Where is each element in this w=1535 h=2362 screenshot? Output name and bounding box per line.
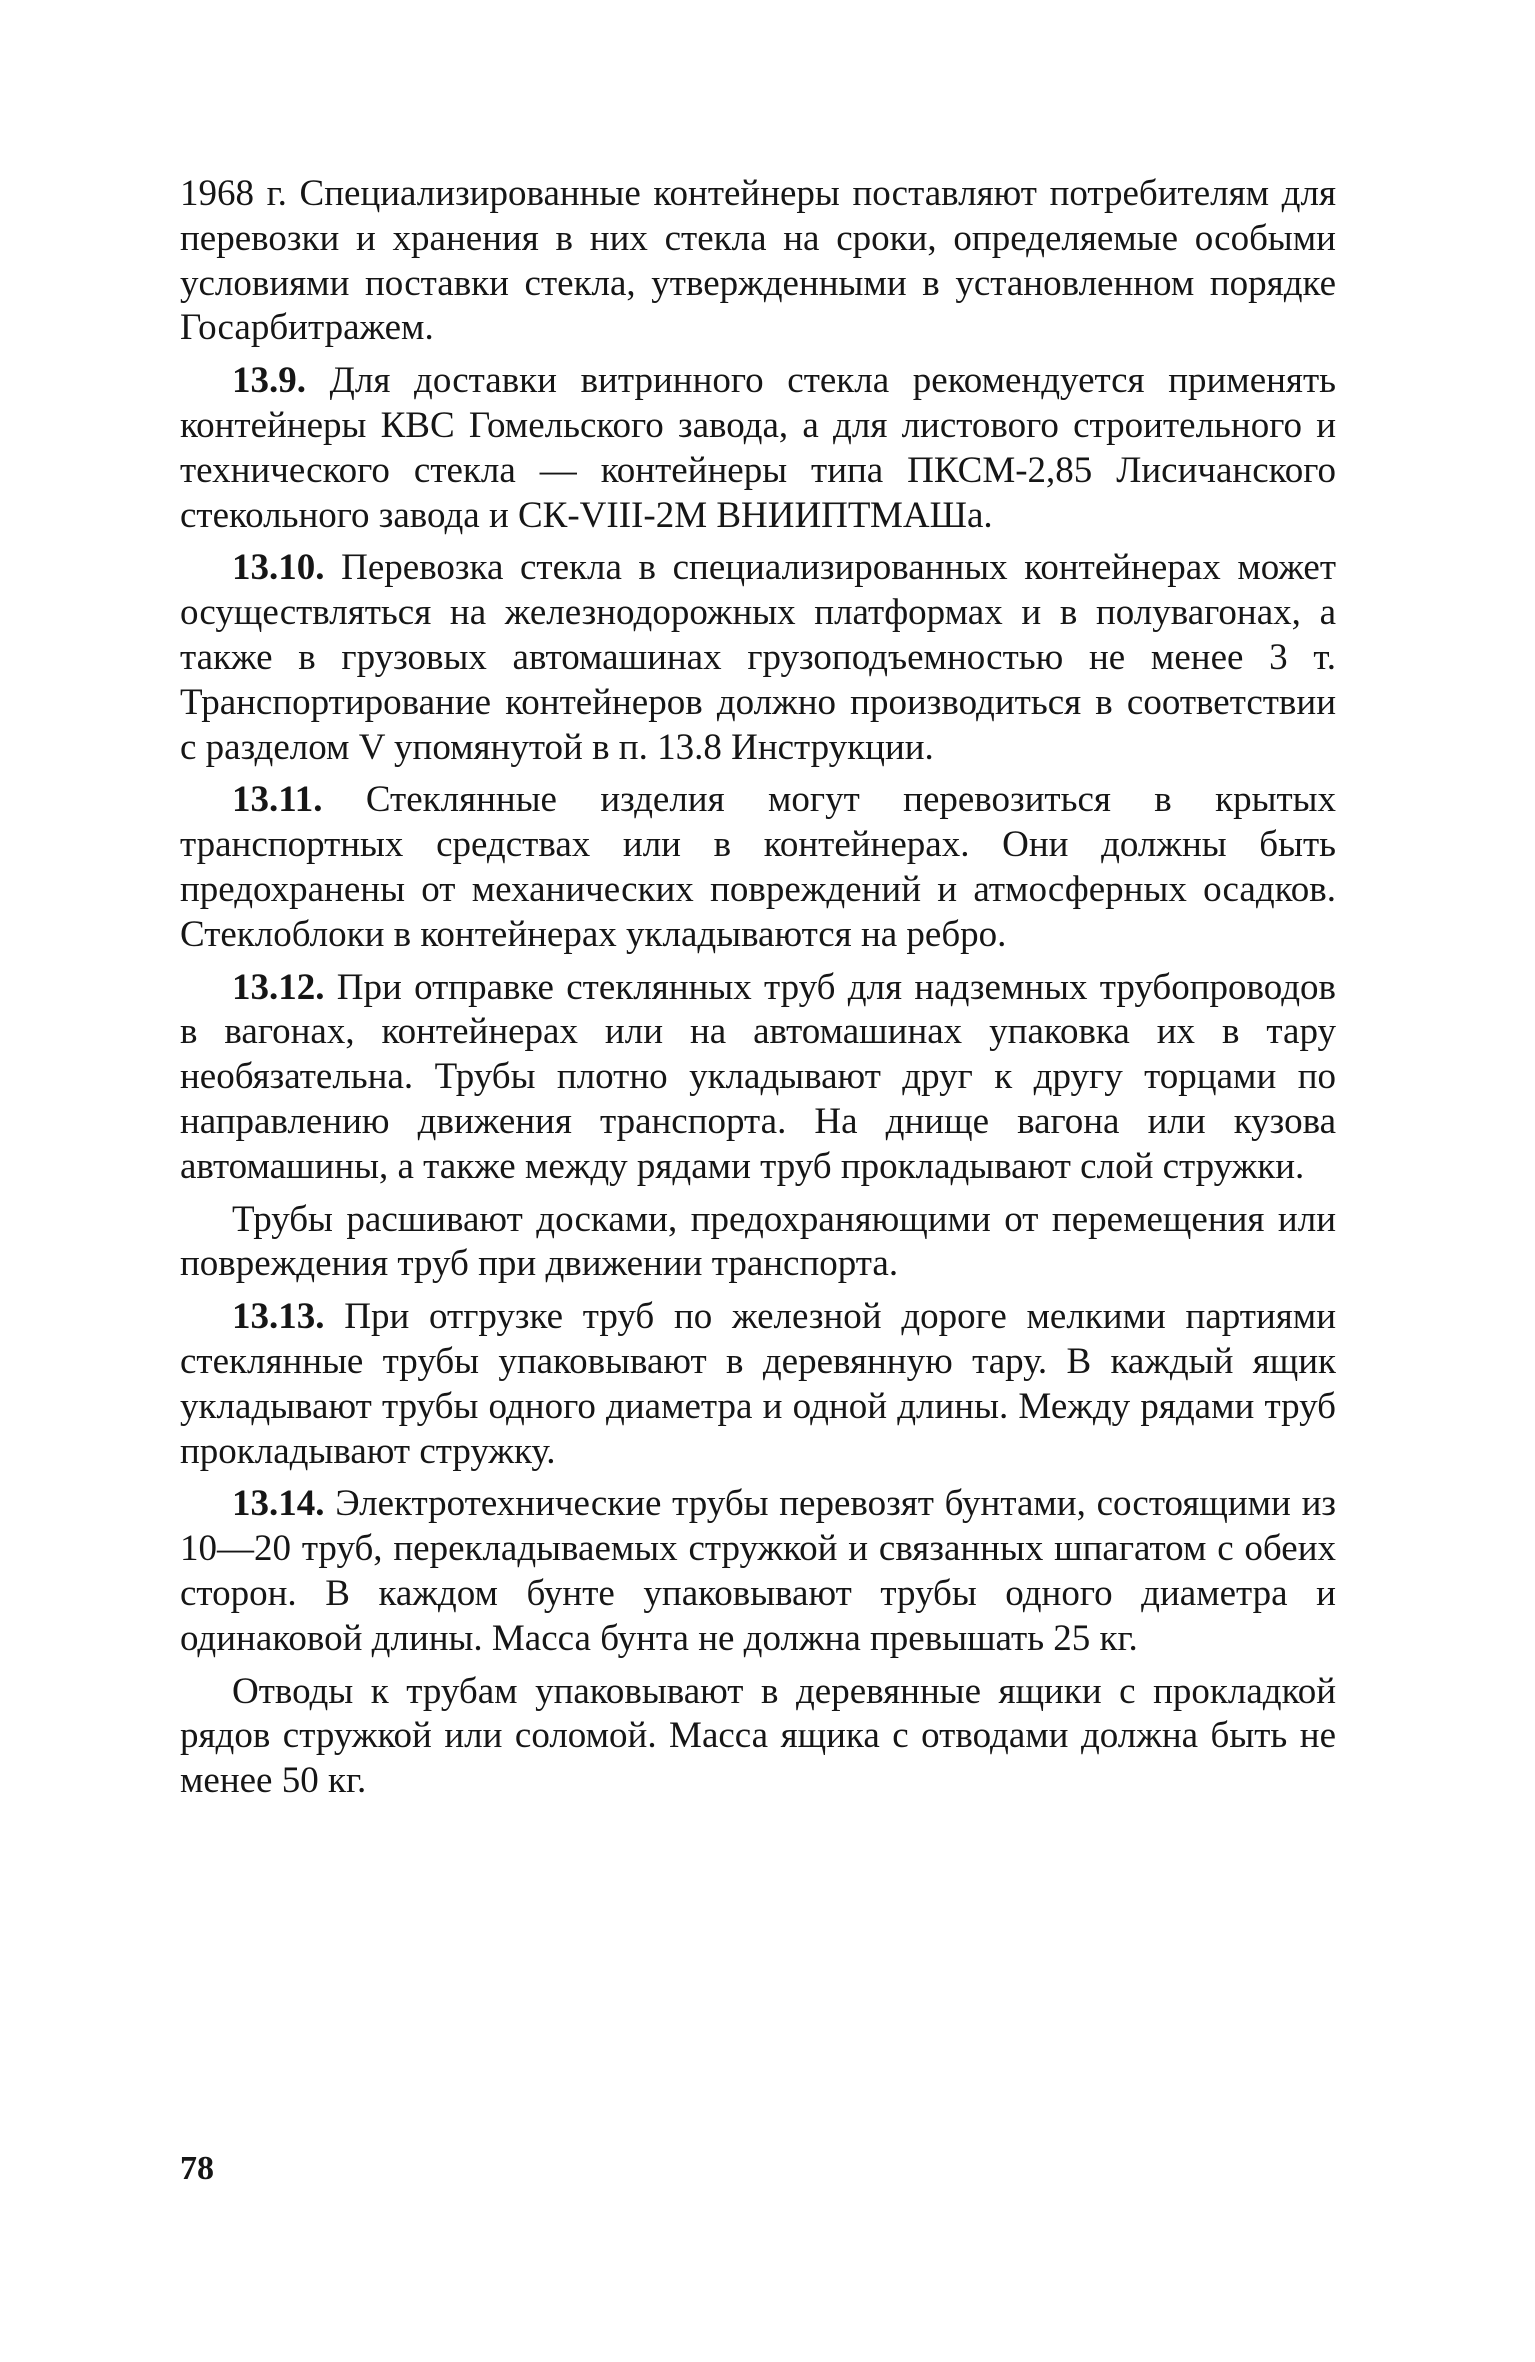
section-number: 13.9.	[232, 360, 306, 402]
paragraph-continuation	[180, 172, 1336, 351]
paragraph-13-12	[180, 966, 1336, 1190]
paragraph-pipes-boards	[180, 1198, 1336, 1288]
paragraph-text: 1968 г. Специализированные контейнеры поставляют потребителям для перевозки и хранения в них стекла на сроки, определяемые особыми условиями поставки стекла, утвержденными в установленном порядке Госарбитражем.	[180, 173, 1336, 349]
paragraph-13-13	[180, 1295, 1336, 1474]
paragraph-text: Отводы к трубам упаковывают в деревянные ящики с прокладкой рядов стружкой или соломой. Масса ящика с отводами должна быть не менее 50 кг.	[180, 1670, 1336, 1802]
body-text	[180, 172, 1336, 1804]
paragraph-13-10	[180, 546, 1336, 770]
section-number: 13.10.	[232, 547, 325, 589]
section-number: 13.13.	[232, 1296, 325, 1338]
paragraph-text: Электротехнические трубы перевозят бунтами, состоящими из 10—20 труб, перекладываемых стружкой и связанных шпагатом с обеих сторон. В каждом бунте упаковывают трубы одного диаметра и одинаковой длины. Масса бунта не должна превышать 25 кг.	[180, 1483, 1336, 1659]
paragraph-bends	[180, 1670, 1336, 1804]
paragraph-13-14	[180, 1482, 1336, 1661]
paragraph-13-11	[180, 778, 1336, 957]
section-number: 13.12.	[232, 966, 325, 1008]
section-number: 13.11.	[232, 779, 323, 821]
paragraph-text: Стеклянные изделия могут перевозиться в крытых транспортных средствах или в контейнерах. Они должны быть предохранены от механических повреждений и атмосферных осадков. Стеклоблоки в контейнерах укладываются на ребро.	[180, 779, 1336, 955]
paragraph-text: При отгрузке труб по железной дороге мелкими партиями стеклянные трубы упаковывают в деревянную тару. В каждый ящик укладывают трубы одного диаметра и одной длины. Между рядами труб прокладывают стружку.	[180, 1296, 1336, 1472]
paragraph-text: Для доставки витринного стекла рекомендуется применять контейнеры КВС Гомельского завода, а для листового строительного и технического стекла — контейнеры типа ПКСМ-2,85 Лисичанского стекольного завода и СК-VIII-2М ВНИИПТМАШа.	[180, 360, 1336, 536]
paragraph-13-9	[180, 359, 1336, 538]
paragraph-text: Перевозка стекла в специализированных контейнерах может осуществляться на железнодорожных платформах и в полувагонах, а также в грузовых автомашинах грузоподъемностью не менее 3 т. Транспортирование контейнеров должно производиться в соответствии с разделом V упомянутой в п. 13.8 Инструкции.	[180, 547, 1336, 768]
paragraph-text: Трубы расшивают досками, предохраняющими от перемещения или повреждения труб при движении транспорта.	[180, 1198, 1336, 1285]
page-number: 78	[180, 2150, 214, 2187]
section-number: 13.14.	[232, 1483, 325, 1525]
paragraph-text: При отправке стеклянных труб для надземных трубопроводов в вагонах, контейнерах или на автомашинах упаковка их в тару необязательна. Трубы плотно укладывают друг к другу торцами по направлению движения транспорта. На днище вагона или кузова автомашины, а также между рядами труб прокладывают слой стружки.	[180, 966, 1336, 1187]
